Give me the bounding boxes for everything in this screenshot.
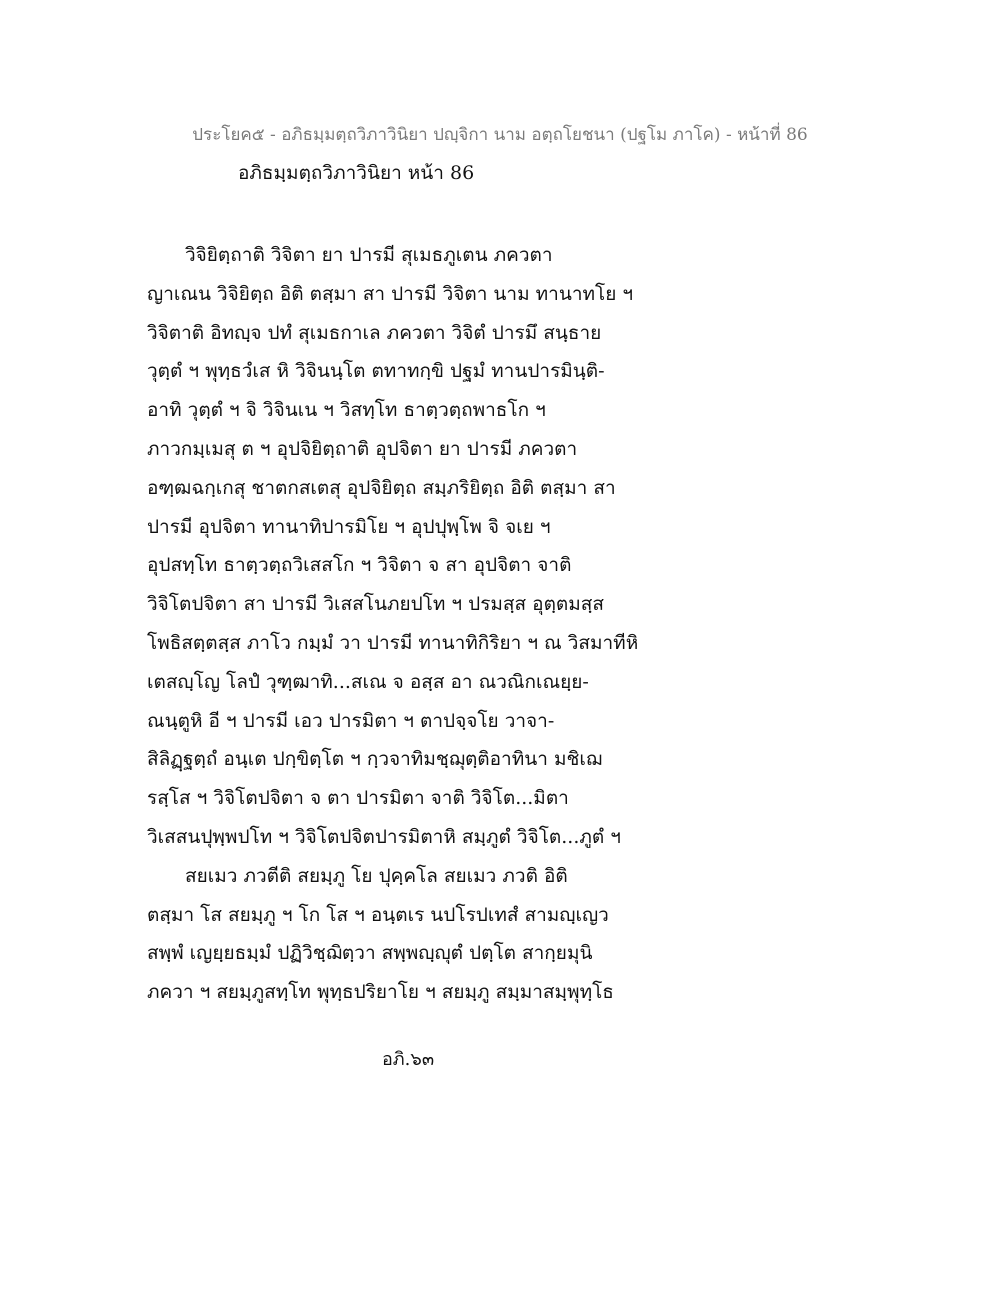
body-line: รสฺโส ฯ วิจิโตปจิตา จ ตา ปารมิตา จาติ วิจิโต...มิตา [147, 787, 569, 810]
body-line: อาทิ วุตฺตํ ฯ จิ วิจินเน ฯ วิสทฺโท ธาตฺวตฺถพาธโก ฯ [147, 399, 546, 422]
body-line: สพฺพํ เญยฺยธมฺมํ ปฏิวิชฺฌิตฺวา สพฺพญฺญุตํ ปตฺโต สากฺยมุนิ [147, 942, 593, 965]
page-title: อภิธมฺมตฺถวิภาวินิยา หน้า 86 [238, 162, 475, 184]
body-line: สิลิฏฺฐตฺถํ อนฺเต ปกฺขิตฺโต ฯ กฺวจาทิมชฺฌุตฺติอาทินา มชิเฌ [147, 748, 603, 771]
body-line: ณนฺตูหิ อี ฯ ปารมี เอว ปารมิตา ฯ ตาปจฺจโย วาจา- [147, 709, 555, 732]
body-text [0, 236, 1000, 1012]
body-line: ภาวกมฺเมสุ ต ฯ อุปจิยิตฺถาติ อุปจิตา ยา ปารมี ภควตา [147, 437, 578, 460]
body-line: เตสญฺโญ โลปํ วุฑฺฒาทิ...สเณ จ อสฺส อา ณวณิกเณยฺย- [147, 670, 589, 693]
body-line: วุตฺตํ ฯ พุทฺธวํเส หิ วิจินนฺโต ตทาทกฺขิ ปฐมํ ทานปารมินฺติ- [147, 360, 605, 383]
page-footer: อภิ.๖๓ [382, 1049, 435, 1070]
body-line: อฑฺฒฉกฺเกสุ ชาตกสเตสุ อุปจิยิตฺถ สมฺภริยิตฺถ อิติ ตสฺมา สา [147, 476, 616, 499]
body-line: วิจิตาติ อิทญฺจ ปทํ สุเมธกาเล ภควตา วิจิตํ ปารมึ สนฺธาย [147, 321, 602, 344]
body-line: ญาเณน วิจิยิตฺถ อิติ ตสฺมา สา ปารมี วิจิตา นาม ทานาทโย ฯ [147, 282, 634, 305]
running-header: ประโยค๕ - อภิธมฺมตฺถวิภาวินิยา ปญฺจิกา นาม อตฺถโยชนา (ปฐโม ภาโค) - หน้าที่ 86 [192, 125, 808, 145]
body-line: ตสฺมา โส สยมฺภู ฯ โก โส ฯ อนฺตเร นปโรปเทสํ สามญฺเญว [147, 903, 609, 926]
body-line: ภควา ฯ สยมฺภูสทฺโท พุทฺธปริยาโย ฯ สยมฺภู สมฺมาสมฺพุทฺโธ [147, 981, 614, 1004]
body-line: อุปสทฺโท ธาตฺวตฺถวิเสสโก ฯ วิจิตา จ สา อุปจิตา จาติ [147, 554, 572, 577]
body-line: วิจิยิตฺถาติ วิจิตา ยา ปารมี สุเมธภูเตน ภควตา [185, 244, 553, 266]
body-line: วิเสสนปุพฺพปโท ฯ วิจิโตปจิตปารมิตาหิ สมฺภูตํ วิจิโต...ภูตํ ฯ [147, 825, 621, 848]
body-line: โพธิสตฺตสฺส ภาโว กมฺมํ วา ปารมี ทานาทิกิริยา ฯ ณ วิสมาทีหิ [147, 631, 639, 654]
body-line: วิจิโตปจิตา สา ปารมี วิเสสโนภยปโท ฯ ปรมสฺส อุตฺตมสฺส [147, 593, 604, 616]
body-line: สยเมว ภวตีติ สยมฺภู โย ปุคฺคโล สยเมว ภวติ อิติ [185, 864, 568, 887]
body-line: ปารมี อุปจิตา ทานาทิปารมิโย ฯ อุปปุพฺโพ จิ จเย ฯ [147, 515, 551, 538]
